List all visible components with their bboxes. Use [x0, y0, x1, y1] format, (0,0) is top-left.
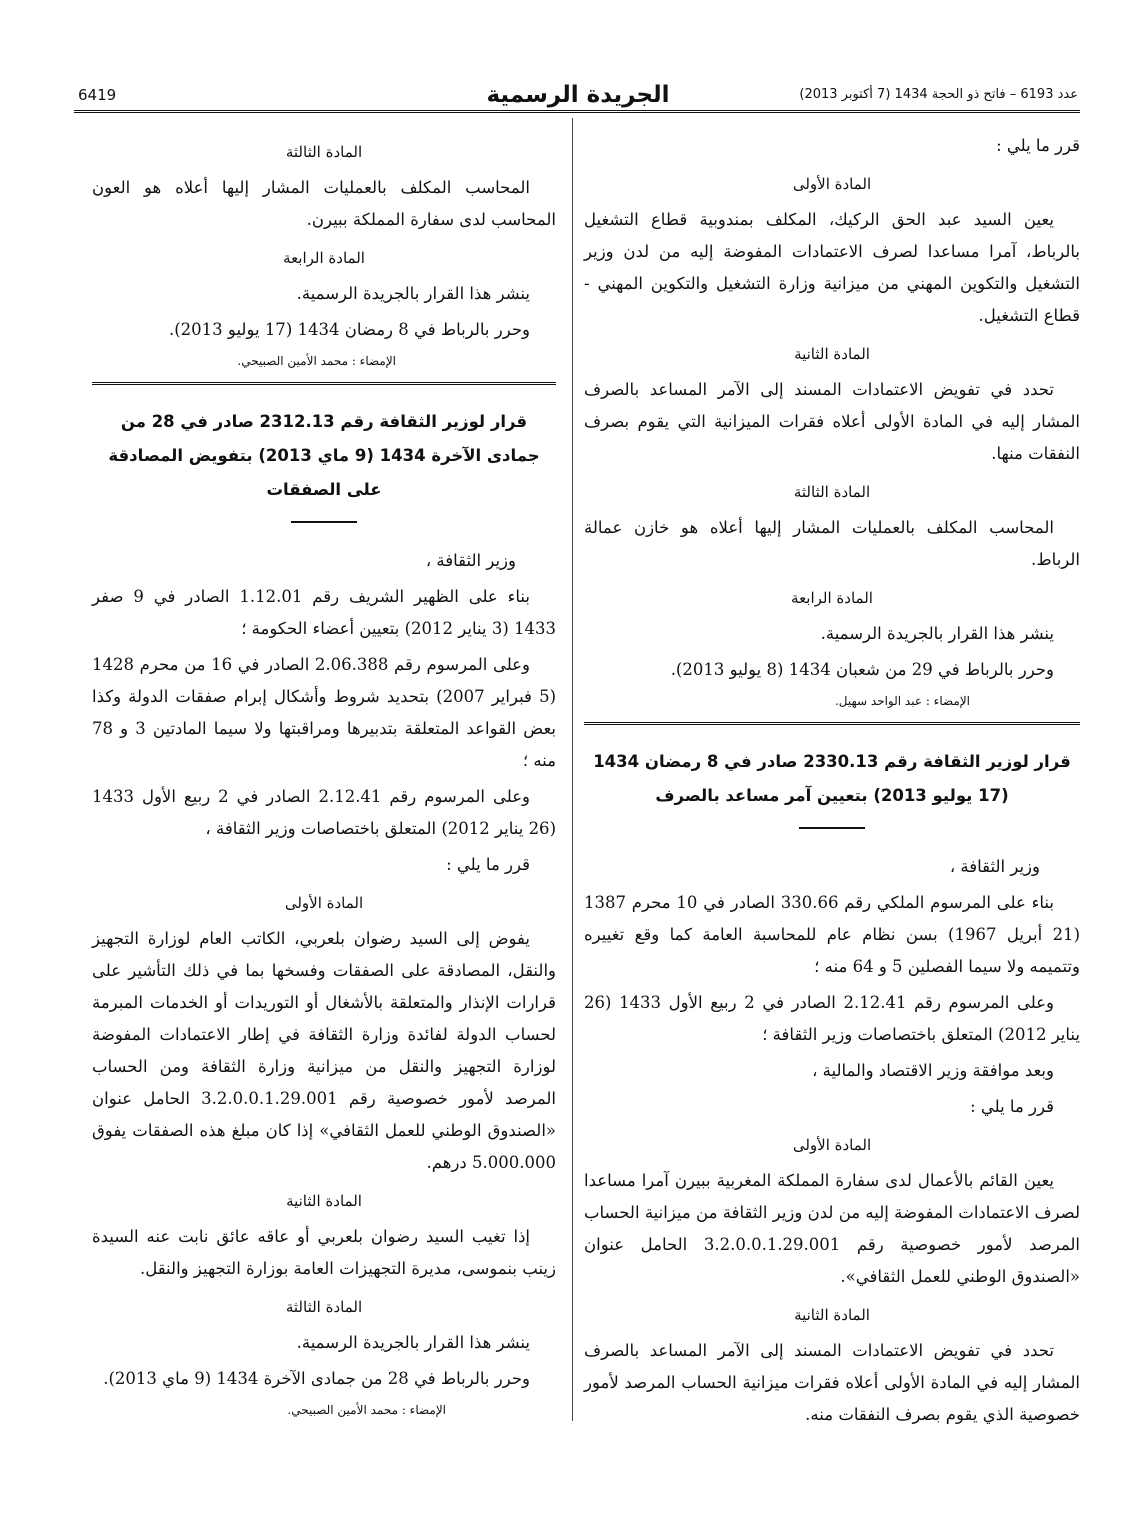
article-text: يعين القائم بالأعمال لدى سفارة المملكة المغربية ببيرن آمرا مساعدا لصرف الاعتمادات المفوضة إليه من لدن وزير الثقافة من ميزانية الحساب المرصد لأمور خصوصية رقم 3.2.0.0.1.29.001 الحامل عنوان «الصندوق الوطني للعمل الثقافي».: [584, 1171, 1080, 1286]
article-title: المادة الثالثة: [285, 1298, 363, 1316]
article-text: يفوض إلى السيد رضوان بلعربي، الكاتب العام لوزارة التجهيز والنقل، المصادقة على الصفقات وفسخها بما في ذلك التأشير على قرارات الإنذار والمتعلقة بالأشغال أو التوريدات أو الخدمات المبرمة لحساب الدولة لفائدة وزارة الثقافة في إطار الاعتمادات المفوضة لوزارة التجهيز والنقل من ميزانية وزارة الثقافة ومن الحساب المرصد لأمور خصوصية رقم 3.2.0.0.1.29.001 الحامل عنوان «الصندوق الوطني للعمل الثقافي» إذا كان مبلغ هذه الصفقات يفوق 5.000.000 درهم.: [92, 929, 556, 1172]
decided-label: قرر ما يلي :: [970, 1097, 1054, 1116]
header-rule: [74, 110, 1080, 115]
issue-info: عدد 6193 – فاتح ذو الحجة 1434 (7 أكتوبر 2013): [799, 87, 1078, 102]
decided-label: قرر ما يلي :: [996, 136, 1080, 155]
article-title: المادة الأولى: [284, 894, 364, 912]
article-title: المادة الرابعة: [791, 589, 873, 607]
article-title: المادة الثانية: [794, 345, 870, 363]
issuing-minister: وزير الثقافة ،: [425, 551, 516, 570]
page-header: [78, 82, 1078, 108]
decree-title: قرار لوزير الثقافة رقم 2312.13 صادر في 28 من جمادى الآخرة 1434 (9 ماي 2013) بتفويض المصادقة على الصفقات: [108, 412, 540, 499]
done-at: وحرر بالرباط في 28 من جمادى الآخرة 1434 (9 ماي 2013).: [103, 1369, 530, 1388]
article-title: المادة الأولى: [792, 175, 872, 193]
article-text: ينشر هذا القرار بالجريدة الرسمية.: [820, 624, 1054, 643]
done-at: وحرر بالرباط في 8 رمضان 1434 (17 يوليو 2013).: [168, 320, 530, 339]
signature: الإمضاء : محمد الأمين الصبيحي.: [237, 354, 396, 368]
preamble-paragraph: وعلى المرسوم رقم 2.06.388 الصادر في 16 من محرم 1428 (5 فبراير 2007) بتحديد شروط وأشكال إبرام صفقات الدولة وكذا بعض القواعد المتعلقة بتدبيرها ومراقبتها ولا سيما المادتين 3 و 78 منه ؛: [92, 655, 556, 770]
article-text: المحاسب المكلف بالعمليات المشار إليها أعلاه هو خازن عمالة الرباط.: [584, 518, 1080, 569]
left-column: [92, 130, 556, 1431]
article-text: المحاسب المكلف بالعمليات المشار إليها أعلاه هو العون المحاسب لدى سفارة المملكة ببيرن.: [92, 178, 556, 229]
gazette-title: الجريدة الرسمية: [486, 82, 670, 108]
article-title: المادة الثانية: [794, 1306, 870, 1324]
article-title: المادة الثالثة: [285, 143, 363, 161]
article-text: تحدد في تفويض الاعتمادات المسند إلى الآمر المساعد بالصرف المشار إليه في المادة الأولى أعلاه فقرات ميزانية الحساب المرصد لأمور خصوصية الذي يقوم بصرف النفقات منه.: [584, 1341, 1080, 1424]
title-underline: [291, 521, 357, 523]
title-underline: [799, 827, 865, 829]
section-divider: [92, 382, 556, 387]
article-title: المادة الرابعة: [283, 249, 365, 267]
article-title: المادة الثانية: [286, 1192, 362, 1210]
article-title: المادة الثالثة: [793, 483, 871, 501]
right-column: [584, 130, 1080, 1435]
done-at: وحرر بالرباط في 29 من شعبان 1434 (8 يوليو 2013).: [670, 660, 1054, 679]
article-title: المادة الأولى: [792, 1136, 872, 1154]
article-text: إذا تغيب السيد رضوان بلعربي أو عاقه عائق نابت عنه السيدة زينب بنموسى، مديرة التجهيزات العامة بوزارة التجهيز والنقل.: [92, 1227, 556, 1278]
issuing-minister: وزير الثقافة ،: [949, 857, 1040, 876]
decided-label: قرر ما يلي :: [446, 855, 530, 874]
signature: الإمضاء : عبد الواحد سهيل.: [834, 694, 970, 708]
article-text: ينشر هذا القرار بالجريدة الرسمية.: [296, 284, 530, 303]
column-separator: [572, 118, 573, 1421]
article-text: ينشر هذا القرار بالجريدة الرسمية.: [296, 1333, 530, 1352]
signature: الإمضاء : محمد الأمين الصبيحي.: [287, 1403, 446, 1417]
page-number: 6419: [78, 86, 117, 104]
decree-title: قرار لوزير الثقافة رقم 2330.13 صادر في 8 رمضان 1434 (17 يوليو 2013) بتعيين آمر مساعد بالصرف: [593, 752, 1071, 805]
preamble-paragraph: وبعد موافقة وزير الاقتصاد والمالية ،: [812, 1061, 1054, 1080]
preamble-paragraph: بناء على المرسوم الملكي رقم 330.66 الصادر في 10 محرم 1387 (21 أبريل 1967) بسن نظام عام للمحاسبة العامة كما وقع تغييره وتتميمه ولا سيما الفصلين 5 و 64 منه ؛: [584, 893, 1080, 976]
preamble-paragraph: بناء على الظهير الشريف رقم 1.12.01 الصادر في 9 صفر 1433 (3 يناير 2012) بتعيين أعضاء الحكومة ؛: [92, 587, 556, 638]
preamble-paragraph: وعلى المرسوم رقم 2.12.41 الصادر في 2 ربيع الأول 1433 (26 يناير 2012) المتعلق باختصاصات وزير الثقافة ؛: [584, 993, 1080, 1044]
preamble-paragraph: وعلى المرسوم رقم 2.12.41 الصادر في 2 ربيع الأول 1433 (26 يناير 2012) المتعلق باختصاصات وزير الثقافة ،: [92, 787, 556, 838]
section-divider: [584, 722, 1080, 727]
article-text: يعين السيد عبد الحق الركيك، المكلف بمندوبية قطاع التشغيل بالرباط، آمرا مساعدا لصرف الاعتمادات المفوضة إليه من لدن وزير التشغيل والتكوين المهني من ميزانية وزارة التشغيل والتكوين المهني - قطاع التشغيل.: [584, 210, 1080, 325]
article-text: تحدد في تفويض الاعتمادات المسند إلى الآمر المساعد بالصرف المشار إليه في المادة الأولى أعلاه فقرات الميزانية التي يقوم بصرف النفقات منها.: [584, 380, 1080, 463]
